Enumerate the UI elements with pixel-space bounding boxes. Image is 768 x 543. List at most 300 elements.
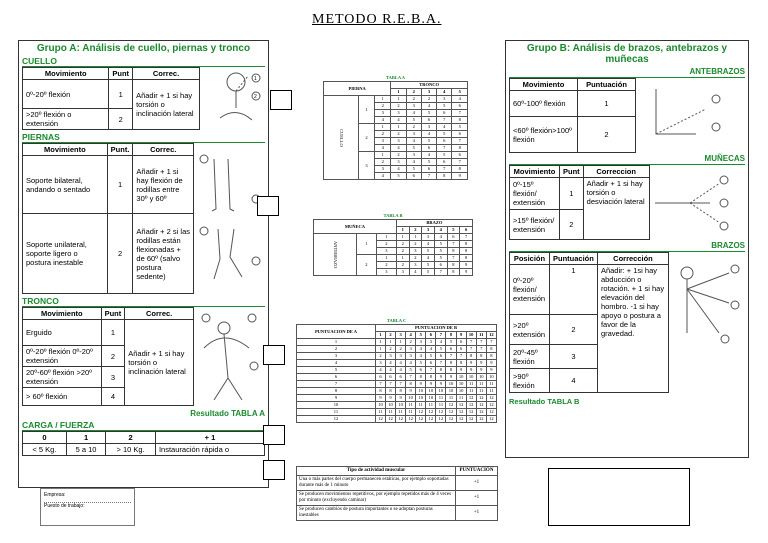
col-header: 6	[426, 332, 436, 339]
table-row	[297, 374, 497, 381]
table-cell: 5	[422, 262, 435, 269]
table-cell: 6	[437, 138, 452, 145]
piernas-table	[22, 143, 265, 294]
table-cell: 9	[460, 262, 473, 269]
table-cell: 9	[456, 367, 466, 374]
table-cell: Una o más partes del cuerpo permanecen estáticas, por ejemplo soportadas durante más de 1 minuto	[297, 476, 456, 491]
cuello-score-box[interactable]	[270, 90, 292, 110]
table-cell: 10	[456, 374, 466, 381]
table-cell: <60º flexión>100º flexión	[510, 117, 578, 153]
table-cell: > 10 Kg.	[106, 444, 156, 456]
col-header: 9	[456, 332, 466, 339]
table-cell: +1	[456, 506, 498, 521]
table-row	[297, 395, 497, 402]
table-cell: 9	[426, 381, 436, 388]
table-cell: 11	[406, 409, 416, 416]
table-cell: 4	[422, 241, 435, 248]
table-cell: 5	[426, 353, 436, 360]
table-cell: 1	[356, 234, 376, 255]
table-cell: 1	[391, 124, 406, 131]
table-cell: 7	[460, 234, 473, 241]
col-header: Correc.	[125, 308, 194, 320]
table-cell: 11	[426, 402, 436, 409]
table-cell: 10	[456, 388, 466, 395]
cuello-section-title: CUELLO	[22, 56, 265, 67]
table-cell: 12	[426, 409, 436, 416]
table-cell: 4	[436, 339, 446, 346]
table-cell: 4	[297, 360, 376, 367]
carga-score-box[interactable]	[263, 460, 285, 480]
col-header: 8	[446, 332, 456, 339]
svg-text:1: 1	[253, 75, 257, 82]
table-cell: 1	[560, 178, 584, 210]
table-cell: < 5 Kg.	[23, 444, 67, 456]
table-cell: 6	[437, 110, 452, 117]
table-cell: 5 a 10	[66, 444, 105, 456]
table-cell: 5	[434, 241, 447, 248]
table-cell: 0º-15º flexión/ extensión	[510, 178, 560, 210]
table-cell: 1	[109, 80, 133, 109]
table-cell: 4	[434, 234, 447, 241]
table-cell: 5	[406, 117, 421, 124]
table-cell: 4	[422, 255, 435, 262]
col-header: PUNTUACION DE A	[297, 325, 376, 339]
col-header: Movimiento	[23, 144, 108, 156]
table-cell: 9	[466, 360, 476, 367]
table-cell: 5	[437, 131, 452, 138]
table-cell: 6	[421, 166, 436, 173]
col-header: 5	[416, 332, 426, 339]
table-cell: 12	[375, 416, 385, 423]
col-header: BRAZO	[396, 220, 472, 227]
table-cell: 9	[486, 367, 496, 374]
table-cell: 11	[486, 381, 496, 388]
neck-figure	[199, 68, 265, 130]
table-cell: 7	[436, 360, 446, 367]
table-cell: 5	[391, 173, 406, 180]
table-cell: 5	[297, 367, 376, 374]
col-header: 2	[106, 432, 156, 444]
table-cell: 8	[426, 374, 436, 381]
table-cell: 7	[406, 374, 416, 381]
table-cell: 5	[437, 103, 452, 110]
table-cell: 4	[385, 360, 395, 367]
table-row	[297, 360, 497, 367]
group-a-title: Grupo A: Análisis de cuello, piernas y tronco	[36, 43, 251, 54]
table-cell: 7	[375, 381, 385, 388]
table-cell: 8	[436, 367, 446, 374]
table-cell: 10	[446, 388, 456, 395]
empresa-box[interactable]	[40, 488, 135, 526]
table-cell: 11	[396, 409, 406, 416]
table-cell: 3	[421, 124, 436, 131]
table-cell: 4	[421, 103, 436, 110]
table-cell: 12	[466, 402, 476, 409]
table-cell: 4	[406, 110, 421, 117]
munecas-section-title: MUÑECAS	[509, 153, 745, 165]
table-cell: 2	[375, 131, 391, 138]
table-cell: 7	[437, 117, 452, 124]
table-cell: 8	[375, 388, 385, 395]
table-cell: Soporte unilateral, soporte ligero o postura inestable	[23, 214, 108, 294]
table-cell: 4	[409, 269, 422, 276]
table-cell: 6	[385, 374, 395, 381]
table-cell: 8	[437, 173, 452, 180]
table-cell: 1	[375, 124, 391, 131]
table-cell: 4	[421, 152, 436, 159]
table-cell: 7	[297, 381, 376, 388]
table-cell: 12	[406, 416, 416, 423]
tabla-c	[296, 318, 497, 423]
table-cell: 12	[466, 409, 476, 416]
table-cell: 4	[549, 369, 597, 393]
table-cell: 1	[297, 339, 376, 346]
table-cell: 1	[396, 234, 409, 241]
table-cell: 7	[437, 145, 452, 152]
legs-figure	[193, 144, 265, 294]
table-cell: 6	[456, 346, 466, 353]
table-cell: 10	[385, 402, 395, 409]
table-cell: 2	[358, 124, 374, 152]
table-cell: 9	[460, 269, 473, 276]
table-cell: 1	[385, 339, 395, 346]
table-row	[297, 346, 497, 353]
puesto-label: Puesto de trabajo:	[44, 503, 85, 509]
table-cell: 6	[452, 103, 468, 110]
col-header: Movimiento	[23, 308, 102, 320]
table-cell: 5	[434, 248, 447, 255]
col-header: 12	[486, 332, 496, 339]
table-cell: 7	[486, 339, 496, 346]
table-cell: 5	[446, 339, 456, 346]
table-cell: 4	[406, 360, 416, 367]
table-cell: 2	[107, 214, 133, 294]
table-cell: 8	[452, 117, 468, 124]
table-cell: >20º flexión o extensión	[23, 109, 109, 130]
table-cell: 5	[422, 269, 435, 276]
table-cell: 12	[436, 409, 446, 416]
table-cell: 4	[437, 124, 452, 131]
table-cell: 1	[358, 96, 374, 124]
table-cell: 0º-20º flexión/ extensión	[510, 265, 550, 315]
table-cell: Añadir + 1 si hay torsión o inclinación lateral	[125, 320, 194, 406]
table-cell: 5	[434, 255, 447, 262]
table-cell: 12	[476, 416, 486, 423]
col-header: Corrección	[597, 253, 668, 265]
table-cell: 8	[385, 388, 395, 395]
table-cell: 10	[406, 395, 416, 402]
table-cell: 8	[297, 388, 376, 395]
table-cell: 1	[376, 234, 396, 241]
table-cell: 2	[421, 96, 436, 103]
col-header: MUÑECA	[314, 220, 397, 234]
table-cell: 10	[396, 402, 406, 409]
col-header: 2	[385, 332, 395, 339]
table-cell: 4	[416, 346, 426, 353]
table-cell: 9	[446, 374, 456, 381]
table-cell: 6	[452, 152, 468, 159]
table-cell: 1	[549, 265, 597, 315]
col-header: Correccion	[583, 166, 649, 178]
table-cell: 6	[436, 353, 446, 360]
table-cell: 12	[486, 416, 496, 423]
table-cell: 5	[421, 110, 436, 117]
table-cell: 4	[416, 353, 426, 360]
table-cell: 8	[456, 360, 466, 367]
tabla-a	[323, 75, 468, 180]
table-cell: 12	[416, 416, 426, 423]
table-cell: 12	[476, 409, 486, 416]
table-cell: 7	[434, 269, 447, 276]
table-cell: 3	[396, 353, 406, 360]
table-cell: 3	[549, 345, 597, 369]
table-row	[297, 367, 497, 374]
table-cell: 5	[416, 360, 426, 367]
tronco-table	[22, 307, 265, 406]
table-cell: 11	[466, 388, 476, 395]
table-cell: 8	[446, 360, 456, 367]
table-cell: 5	[452, 124, 468, 131]
resultado-tabla-a: Resultado TABLA A	[190, 409, 265, 418]
table-row	[297, 409, 497, 416]
table-cell: 2	[406, 339, 416, 346]
col-header: 1	[375, 332, 385, 339]
actividad-table	[296, 466, 498, 521]
table-cell: 12	[436, 416, 446, 423]
col-header: Movimiento	[23, 68, 109, 80]
tronco-section-title: TRONCO	[22, 296, 265, 307]
table-cell: >20º extensión	[510, 315, 550, 345]
table-cell: 11	[416, 402, 426, 409]
table-cell: 8	[452, 145, 468, 152]
table-cell: 7	[466, 339, 476, 346]
col-header: 2	[406, 89, 421, 96]
tabla-b-caption: TABLA B	[383, 213, 403, 218]
table-cell: 12	[297, 416, 376, 423]
col-header: 4	[406, 332, 416, 339]
table-cell: Soporte bilateral, andando o sentado	[23, 156, 108, 214]
table-cell: 6	[446, 346, 456, 353]
table-cell: 3	[385, 353, 395, 360]
table-cell: 9	[375, 395, 385, 402]
svg-text:2: 2	[253, 93, 257, 100]
group-b-title: Grupo B: Análisis de brazos, antebrazos y muñecas	[526, 43, 728, 65]
table-cell: 5	[421, 138, 436, 145]
table-cell: 11	[436, 402, 446, 409]
table-cell: 1	[409, 234, 422, 241]
table-cell: 10	[476, 374, 486, 381]
table-cell: 6	[396, 374, 406, 381]
table-cell: 7	[456, 353, 466, 360]
table-cell: 3	[375, 138, 391, 145]
side-label: ANTEBRAZO	[314, 234, 357, 276]
table-cell: 11	[466, 381, 476, 388]
table-cell: 9	[466, 367, 476, 374]
table-cell: 6	[434, 262, 447, 269]
tronco-score-box[interactable]	[263, 345, 285, 365]
col-header: Punt	[560, 166, 584, 178]
piernas-score-box[interactable]	[257, 196, 279, 216]
table-cell: 3	[358, 152, 374, 180]
table-cell: 8	[406, 381, 416, 388]
table-cell: 12	[486, 409, 496, 416]
col-header: PIERNA	[324, 82, 391, 96]
table-cell: 3	[375, 166, 391, 173]
table-cell: 6	[452, 131, 468, 138]
table-cell: 2	[385, 346, 395, 353]
table-cell: 3	[375, 360, 385, 367]
table-cell: 10	[375, 402, 385, 409]
table-cell: 0º-20º flexión 0º-20º extensión	[23, 346, 102, 367]
col-header: Punt.	[107, 144, 133, 156]
table-cell: 2	[297, 346, 376, 353]
table-cell: 12	[486, 402, 496, 409]
table-cell: 4	[396, 367, 406, 374]
table-cell: 6	[406, 173, 421, 180]
table-cell: 8	[466, 353, 476, 360]
table-cell: 5	[437, 152, 452, 159]
table-cell: 2	[396, 346, 406, 353]
table-cell: 1	[101, 320, 125, 346]
table-cell: 11	[456, 395, 466, 402]
table-cell: 6	[421, 145, 436, 152]
table-cell: 6	[456, 339, 466, 346]
table-cell: 11	[446, 395, 456, 402]
table-cell: 10	[436, 388, 446, 395]
table-cell: 4	[375, 173, 391, 180]
col-header: 6	[460, 227, 473, 234]
table-cell: 9	[385, 395, 395, 402]
table-cell: 1	[396, 339, 406, 346]
table-cell: 11	[476, 388, 486, 395]
table-cell: 3	[406, 152, 421, 159]
col-header: 4	[437, 89, 452, 96]
col-header: Movimiento	[510, 79, 578, 91]
table-cell: 3	[409, 262, 422, 269]
table-cell: 3	[297, 353, 376, 360]
table-cell: 6	[416, 367, 426, 374]
table-cell: 8	[396, 388, 406, 395]
tabla-a-score-box[interactable]	[263, 425, 285, 445]
col-header: 0	[23, 432, 67, 444]
carga-section-title: CARGA / FUERZA	[22, 420, 265, 431]
table-cell: 11	[385, 409, 395, 416]
table-cell: 10	[416, 388, 426, 395]
table-cell: Añadir: + 1si hay abducción o rotación. + 1 si hay elevación del hombro. -1 si hay apoyo o postura a favor de la gravedad.	[597, 265, 668, 393]
table-cell: 4	[452, 96, 468, 103]
col-header: Correc.	[133, 68, 200, 80]
final-score-box[interactable]	[548, 468, 690, 526]
table-cell: 3	[376, 248, 396, 255]
table-cell: 7	[426, 367, 436, 374]
table-cell: 11	[375, 409, 385, 416]
table-cell: 9	[297, 395, 376, 402]
table-cell: 9	[416, 381, 426, 388]
table-cell: 7	[476, 346, 486, 353]
table-cell: 8	[416, 374, 426, 381]
table-row	[297, 339, 497, 346]
table-cell: 3	[406, 353, 416, 360]
table-cell: 12	[456, 409, 466, 416]
table-cell: 2	[406, 124, 421, 131]
table-cell: 8	[446, 367, 456, 374]
table-cell: 1	[396, 255, 409, 262]
table-cell: 7	[437, 166, 452, 173]
group-a-panel	[18, 40, 269, 488]
table-cell: Se producen movimientos repetitivos, por ejemplo repetidos más de 4 veces por minuto (excluyendo caminar)	[297, 491, 456, 506]
table-cell: 12	[426, 416, 436, 423]
arm-figure	[669, 253, 746, 393]
table-cell: 4	[375, 367, 385, 374]
trunk-figure	[193, 308, 265, 406]
col-header: Punt	[109, 68, 133, 80]
table-cell: 8	[476, 353, 486, 360]
table-cell: 3	[437, 96, 452, 103]
group-b-panel	[505, 40, 749, 458]
table-cell: 1	[391, 96, 406, 103]
table-cell: 10	[426, 395, 436, 402]
page-title: METODO R.E.B.A.	[312, 12, 442, 27]
table-cell: 7	[385, 381, 395, 388]
col-header: 1	[396, 227, 409, 234]
table-cell: 11	[297, 409, 376, 416]
table-cell: 0º-20º flexión	[23, 80, 109, 109]
table-cell: 12	[416, 409, 426, 416]
table-cell: 1	[375, 339, 385, 346]
table-cell: 2	[391, 103, 406, 110]
table-cell: 3	[406, 103, 421, 110]
table-cell: > 60º flexión	[23, 388, 102, 406]
munecas-table	[509, 165, 745, 240]
table-cell: 12	[396, 416, 406, 423]
table-cell: +1	[456, 491, 498, 506]
table-cell: 12	[446, 402, 456, 409]
tabla-c-body	[297, 339, 497, 423]
table-cell: 9	[486, 360, 496, 367]
table-cell: 12	[486, 395, 496, 402]
table-cell: 4	[406, 138, 421, 145]
table-cell: 2	[109, 109, 133, 130]
table-cell: 5	[421, 159, 436, 166]
table-cell: 10	[416, 395, 426, 402]
table-cell: 4	[391, 145, 406, 152]
table-cell: 2	[396, 262, 409, 269]
cuello-table	[22, 67, 265, 130]
table-cell: 10	[456, 381, 466, 388]
table-cell: Añadir + 1 si hay torsión o desviación lateral	[583, 178, 649, 240]
table-cell: Añadir + 1 si hay flexión de rodillas entre 30º y 60º	[133, 156, 194, 214]
antebrazos-table	[509, 78, 745, 153]
table-cell: 8	[447, 262, 460, 269]
table-cell: 10	[426, 388, 436, 395]
col-header: 2	[409, 227, 422, 234]
table-cell: 3	[416, 339, 426, 346]
table-cell: 12	[456, 402, 466, 409]
table-cell: 6	[297, 374, 376, 381]
table-cell: 4	[426, 346, 436, 353]
table-cell: 20º-45º flexión	[510, 345, 550, 369]
carga-table	[22, 431, 265, 456]
table-cell: 6	[426, 360, 436, 367]
table-cell: Se producen cambios de postura importantes o se adoptan posturas inestables	[297, 506, 456, 521]
table-cell: 20º-60º flexión >20º extensión	[23, 367, 102, 388]
table-cell: 3	[391, 110, 406, 117]
table-cell: >15º flexión/ extensión	[510, 210, 560, 240]
table-cell: 10	[486, 374, 496, 381]
table-cell: 9	[452, 173, 468, 180]
side-label: CUELLO	[324, 96, 359, 180]
tabla-a-caption: TABLA A	[385, 75, 406, 80]
